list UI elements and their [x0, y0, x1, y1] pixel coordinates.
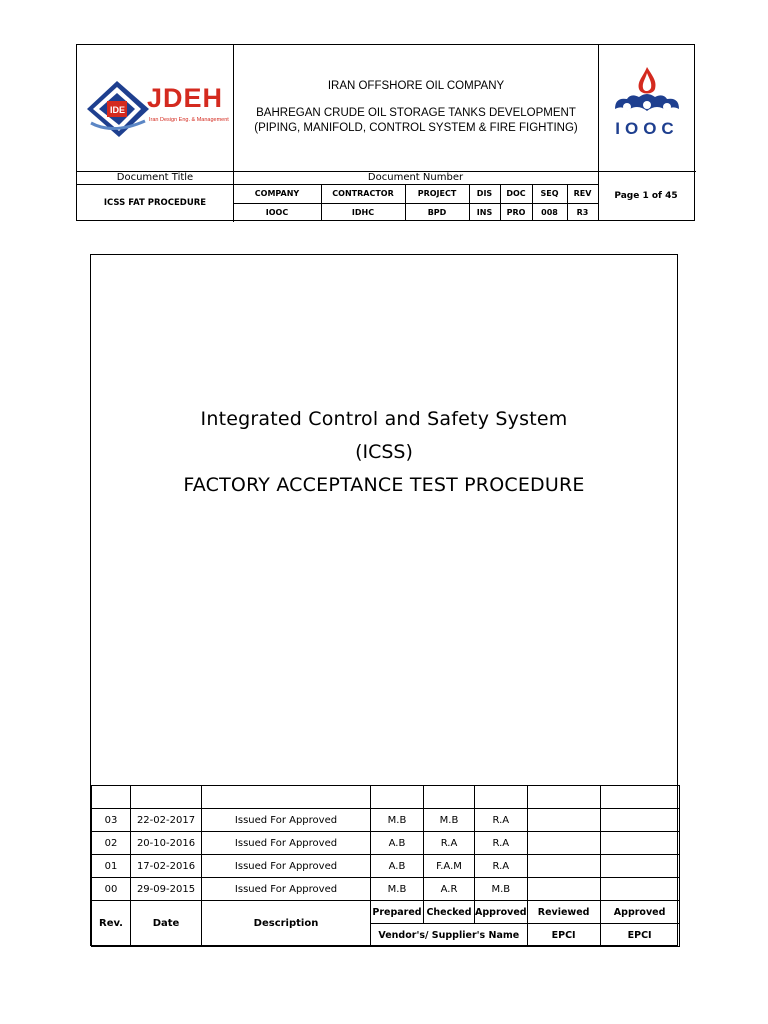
- doc-number-value-project: BPD: [427, 207, 447, 217]
- doc-number-value-contractor: IDHC: [351, 207, 375, 217]
- date-header: Date: [131, 901, 202, 947]
- doc-number-header-company: COMPANY: [254, 189, 300, 198]
- doc-number-value-rev: R3: [576, 207, 589, 217]
- doc-number-value-company: IOOC: [265, 207, 289, 217]
- date-cell: 17-02-2016: [131, 855, 202, 878]
- approved-header: Approved: [475, 901, 528, 924]
- svg-text:IDE: IDE: [110, 105, 126, 115]
- document-number-label: Document Number: [367, 172, 464, 183]
- checked-cell: A.R: [424, 878, 475, 901]
- epci-header-2: EPCI: [600, 924, 679, 947]
- cover-title: [91, 403, 677, 502]
- description-cell: Issued For Approved: [202, 878, 371, 901]
- description-cell: Issued For Approved: [202, 832, 371, 855]
- doc-number-header-contractor: CONTRACTOR: [332, 189, 394, 198]
- prepared-cell: M.B: [371, 809, 424, 832]
- description-header: Description: [202, 901, 371, 947]
- checked-cell: R.A: [424, 832, 475, 855]
- doc-number-header-doc: DOC: [506, 189, 526, 198]
- approved-cell: R.A: [475, 809, 528, 832]
- checked-header: Checked: [424, 901, 475, 924]
- jdeh-logo-subtext: Iran Design Eng. & Management: [149, 117, 229, 123]
- rev-header: Rev.: [92, 901, 131, 947]
- reviewed-header: Reviewed: [527, 901, 600, 924]
- prepared-cell: M.B: [371, 878, 424, 901]
- approved-cell: M.B: [475, 878, 528, 901]
- iooc-logo: [601, 63, 693, 147]
- prepared-cell: A.B: [371, 832, 424, 855]
- date-cell: 20-10-2016: [131, 832, 202, 855]
- epci-header-1: EPCI: [527, 924, 600, 947]
- description-cell: Issued For Approved: [202, 809, 371, 832]
- doc-number-header-rev: REV: [573, 189, 592, 198]
- description-cell: Issued For Approved: [202, 855, 371, 878]
- date-cell: 29-09-2015: [131, 878, 202, 901]
- title-line2: (ICSS): [355, 441, 413, 463]
- approved2-header: Approved: [600, 901, 679, 924]
- company-name: IRAN OFFSHORE OIL COMPANY: [327, 80, 505, 92]
- doc-number-header-project: PROJECT: [417, 189, 457, 198]
- table-row: [92, 809, 680, 832]
- approved-cell: R.A: [475, 832, 528, 855]
- prepared-cell: A.B: [371, 855, 424, 878]
- checked-cell: M.B: [424, 809, 475, 832]
- rev-cell: 00: [92, 878, 131, 901]
- rev-cell: 02: [92, 832, 131, 855]
- doc-number-value-seq: 008: [541, 207, 558, 217]
- company-block: [234, 45, 598, 171]
- rev-cell: 01: [92, 855, 131, 878]
- doc-number-value-doc: PRO: [506, 207, 526, 217]
- iooc-logo-text: IOOC: [615, 119, 679, 138]
- document-title-label: Document Title: [116, 172, 194, 183]
- jdeh-logo-text: JDEH: [147, 83, 224, 113]
- document-title-value: ICSS FAT PROCEDURE: [103, 197, 207, 208]
- project-name-line2: (PIPING, MANIFOLD, CONTROL SYSTEM & FIRE FIGHTING): [254, 122, 578, 134]
- checked-cell: F.A.M: [424, 855, 475, 878]
- prepared-header: Prepared: [371, 901, 424, 924]
- title-line1: Integrated Control and Safety System: [200, 408, 568, 430]
- revision-table: [91, 785, 680, 947]
- project-name-line1: BAHREGAN CRUDE OIL STORAGE TANKS DEVELOPMENT: [256, 107, 576, 119]
- table-row: [92, 832, 680, 855]
- date-cell: 22-02-2017: [131, 809, 202, 832]
- rev-cell: 03: [92, 809, 131, 832]
- table-header-row: [92, 901, 680, 924]
- vendor-name-header: Vendor's/ Supplier's Name: [371, 924, 528, 947]
- table-row: [92, 786, 680, 809]
- table-row: [92, 855, 680, 878]
- title-line3: FACTORY ACCEPTANCE TEST PROCEDURE: [183, 474, 585, 496]
- doc-number-header-seq: SEQ: [540, 189, 559, 198]
- doc-number-header-dis: DIS: [476, 189, 493, 198]
- table-row: [92, 878, 680, 901]
- doc-number-value-dis: INS: [476, 207, 493, 217]
- document-header: [76, 44, 695, 221]
- approved-cell: R.A: [475, 855, 528, 878]
- page-number: Page 1 of 45: [614, 191, 678, 201]
- jdeh-logo: [83, 75, 229, 145]
